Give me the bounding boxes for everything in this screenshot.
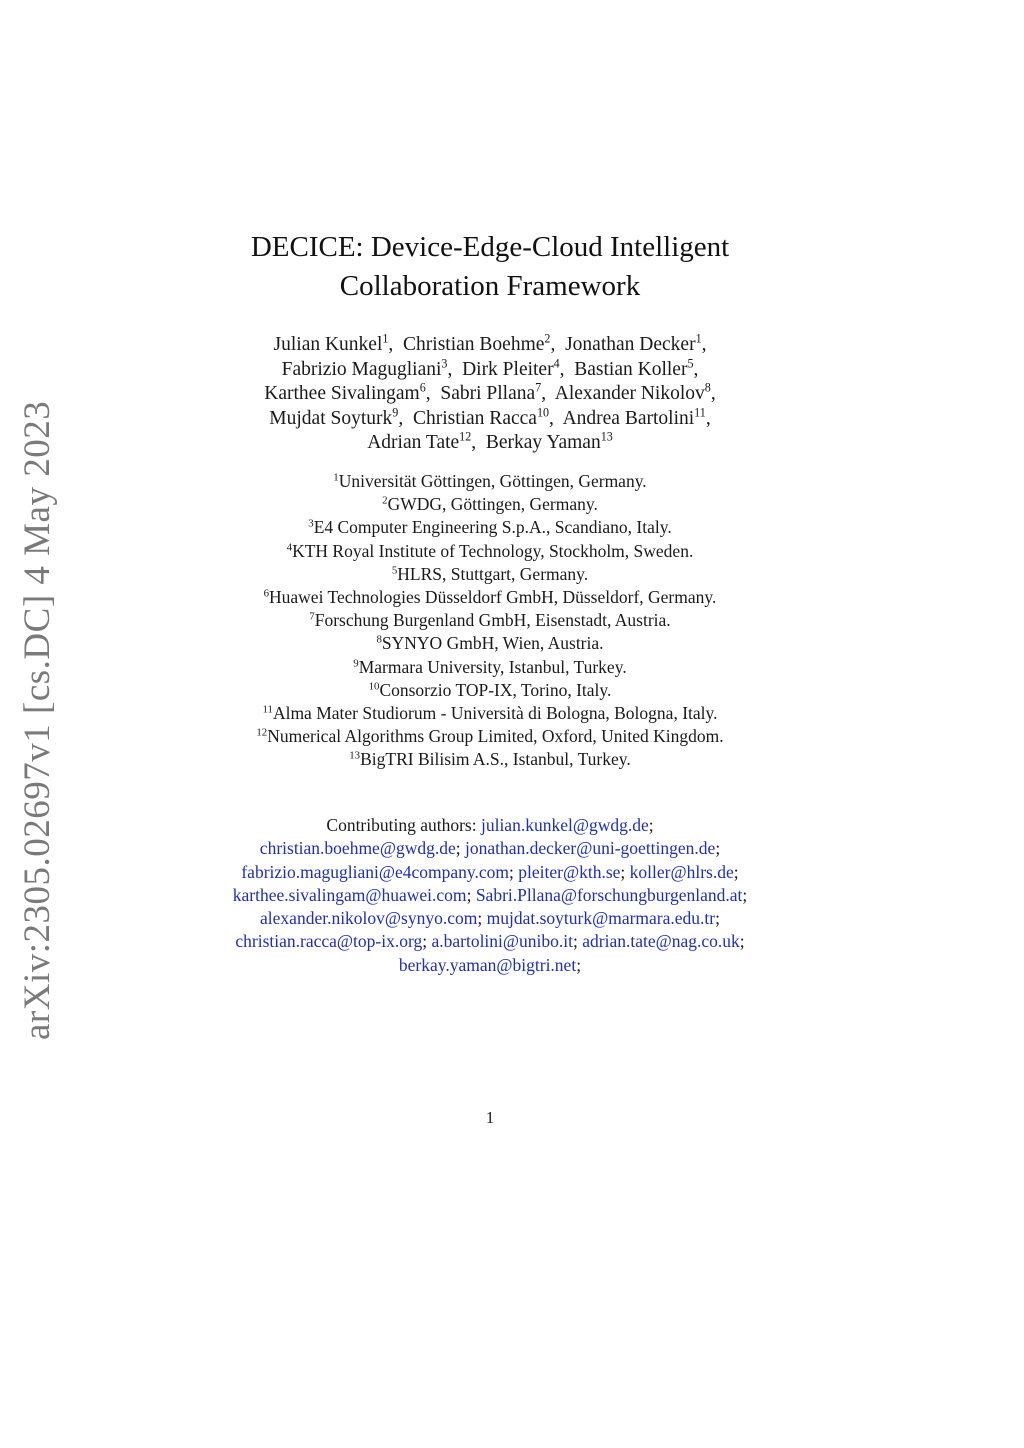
email-line	[150, 907, 830, 930]
affiliation-text: E4 Computer Engineering S.p.A., Scandiano, Italy.	[313, 517, 672, 538]
author-affiliation-mark: 7	[535, 380, 542, 395]
email-separator: ;	[509, 861, 514, 882]
author-name: Sabri Pllana	[440, 383, 536, 405]
affiliation-text: Forschung Burgenland GmbH, Eisenstadt, Austria.	[314, 610, 671, 631]
arxiv-identifier-stamp: arXiv:2305.02697v1 [cs.DC] 4 May 2023	[17, 400, 58, 1040]
email-separator: ;	[648, 815, 654, 835]
author-affiliation-mark: 1	[382, 331, 389, 346]
affiliation-text: KTH Royal Institute of Technology, Stockholm, Sweden.	[292, 540, 694, 561]
author-name: Christian Racca	[412, 407, 537, 429]
email-line	[150, 930, 830, 953]
email-separator: ;	[576, 954, 582, 975]
author-line	[190, 382, 790, 407]
author-separator: ,	[541, 383, 555, 405]
affiliation-text: Alma Mater Studiorum - Università di Bologna, Bologna, Italy.	[272, 703, 718, 724]
email-line	[150, 884, 830, 907]
author-affiliation-mark: 1	[695, 331, 702, 346]
affiliation-item	[190, 679, 790, 702]
affiliation-item	[190, 725, 790, 748]
email-link[interactable]: adrian.tate@nag.co.uk	[582, 931, 740, 952]
affiliation-number: 5	[391, 564, 398, 577]
affiliation-text: BigTRI Bilisim A.S., Istanbul, Turkey.	[360, 749, 631, 770]
author-name: Karthee Sivalingam	[264, 383, 420, 405]
contributing-authors	[150, 814, 830, 977]
email-line	[150, 954, 830, 977]
author-affiliation-mark: 6	[419, 380, 426, 395]
title-line-1: DECICE: Device-Edge-Cloud Intelligent	[250, 231, 730, 263]
author-line	[190, 431, 790, 456]
author-separator: ,	[549, 407, 563, 429]
author-line	[190, 407, 790, 432]
author-affiliation-mark: 2	[544, 331, 551, 346]
author-affiliation-mark: 10	[536, 405, 550, 420]
affiliation-number: 11	[262, 703, 273, 716]
author-separator: ,	[388, 334, 404, 355]
author-separator: ,	[693, 358, 699, 380]
affiliation-text: GWDG, Göttingen, Germany.	[387, 494, 598, 515]
affiliation-number: 8	[376, 633, 382, 646]
affiliation-item	[190, 632, 790, 655]
author-line	[190, 358, 790, 383]
author-name: Jonathan Decker	[565, 334, 696, 355]
contributing-authors-label: Contributing authors:	[326, 815, 481, 835]
affiliation-number: 2	[382, 494, 388, 507]
email-link[interactable]: christian.racca@top-ix.org	[235, 931, 423, 952]
affiliation-text: Universität Göttingen, Göttingen, Germany.	[338, 471, 647, 491]
email-link[interactable]: pleiter@kth.se	[518, 861, 621, 882]
author-affiliation-mark: 5	[687, 356, 694, 371]
author-separator: ,	[710, 383, 716, 405]
email-separator: ;	[455, 838, 461, 859]
email-link[interactable]: julian.kunkel@gwdg.de	[480, 815, 649, 835]
author-affiliation-mark: 13	[600, 429, 613, 444]
author-list	[190, 333, 790, 456]
email-line	[150, 814, 830, 837]
email-separator: ;	[466, 884, 472, 905]
author-affiliation-mark: 9	[392, 405, 399, 420]
email-separator: ;	[715, 908, 720, 929]
email-separator: ;	[620, 861, 626, 882]
email-link[interactable]: Sabri.Pllana@forschungburgenland.at	[475, 884, 743, 905]
affiliation-text: Huawei Technologies Düsseldorf GmbH, Düsseldorf, Germany.	[269, 587, 717, 608]
email-link[interactable]: alexander.nikolov@synyo.com	[260, 908, 478, 929]
affiliation-item	[190, 493, 790, 516]
affiliation-text: SYNYO GmbH, Wien, Austria.	[381, 633, 604, 654]
author-separator: ,	[425, 383, 441, 405]
email-separator: ;	[739, 931, 745, 952]
author-line	[190, 333, 790, 358]
affiliation-item	[190, 563, 790, 586]
author-separator: ,	[398, 407, 413, 429]
email-link[interactable]: karthee.sivalingam@huawei.com	[232, 884, 467, 905]
affiliation-text: Numerical Algorithms Group Limited, Oxford, United Kingdom.	[267, 726, 724, 747]
author-affiliation-mark: 11	[694, 405, 706, 420]
email-separator: ;	[715, 838, 721, 859]
email-link[interactable]: christian.boehme@gwdg.de	[259, 838, 456, 859]
affiliation-text: Consorzio TOP-IX, Torino, Italy.	[379, 679, 612, 700]
author-name: Berkay Yaman	[485, 432, 601, 454]
email-link[interactable]: fabrizio.magugliani@e4company.com	[241, 861, 510, 882]
affiliation-number: 7	[309, 610, 315, 623]
email-link[interactable]: a.bartolini@unibo.it	[431, 931, 573, 952]
affiliation-number: 13	[349, 749, 361, 762]
author-name: Alexander Nikolov	[554, 383, 705, 405]
affiliation-item	[190, 748, 790, 771]
author-separator: ,	[705, 407, 711, 429]
affiliation-item	[190, 656, 790, 679]
author-name: Dirk Pleiter	[462, 358, 554, 380]
author-separator: ,	[447, 358, 463, 380]
email-separator: ;	[422, 931, 428, 952]
paper-title	[190, 228, 790, 306]
author-name: Mujdat Soyturk	[269, 407, 393, 429]
author-separator: ,	[471, 432, 486, 454]
email-line	[150, 837, 830, 860]
email-line	[150, 861, 830, 884]
email-link[interactable]: berkay.yaman@bigtri.net	[398, 954, 577, 975]
affiliation-item	[190, 516, 790, 539]
affiliation-item	[190, 702, 790, 725]
author-name: Bastian Koller	[574, 358, 688, 380]
author-separator: ,	[559, 358, 575, 380]
author-affiliation-mark: 4	[553, 356, 560, 371]
email-link[interactable]: jonathan.decker@uni-goettingen.de	[464, 838, 716, 859]
author-separator: ,	[701, 334, 707, 355]
author-name: Andrea Bartolini	[562, 407, 695, 429]
affiliation-item	[190, 609, 790, 632]
author-name: Julian Kunkel	[273, 334, 383, 355]
email-separator: ;	[477, 908, 483, 929]
title-line-2: Collaboration Framework	[339, 270, 641, 302]
author-name: Christian Boehme	[403, 334, 545, 355]
affiliation-item	[190, 586, 790, 609]
affiliation-number: 3	[308, 517, 314, 530]
affiliation-number: 12	[256, 726, 268, 739]
page-number: 1	[485, 1108, 495, 1127]
author-affiliation-mark: 3	[441, 356, 448, 371]
affiliation-number: 9	[353, 656, 359, 669]
affiliation-number: 10	[368, 680, 380, 693]
affiliation-item	[190, 540, 790, 563]
affiliation-text: HLRS, Stuttgart, Germany.	[397, 563, 589, 584]
affiliation-number: 6	[263, 587, 270, 600]
email-link[interactable]: mujdat.soyturk@marmara.edu.tr	[486, 908, 716, 929]
affiliation-number: 1	[333, 471, 339, 484]
affiliation-list	[190, 470, 790, 772]
affiliation-number: 4	[286, 540, 293, 553]
author-name: Adrian Tate	[367, 432, 460, 454]
email-link[interactable]: koller@hlrs.de	[629, 861, 734, 882]
author-separator: ,	[550, 334, 566, 355]
email-separator: ;	[742, 884, 748, 905]
email-separator: ;	[733, 861, 739, 882]
author-affiliation-mark: 12	[459, 429, 472, 444]
affiliation-text: Marmara University, Istanbul, Turkey.	[358, 656, 627, 677]
author-affiliation-mark: 8	[704, 380, 711, 395]
email-separator: ;	[572, 931, 578, 952]
affiliation-item	[190, 470, 790, 493]
author-name: Fabrizio Magugliani	[281, 358, 442, 380]
